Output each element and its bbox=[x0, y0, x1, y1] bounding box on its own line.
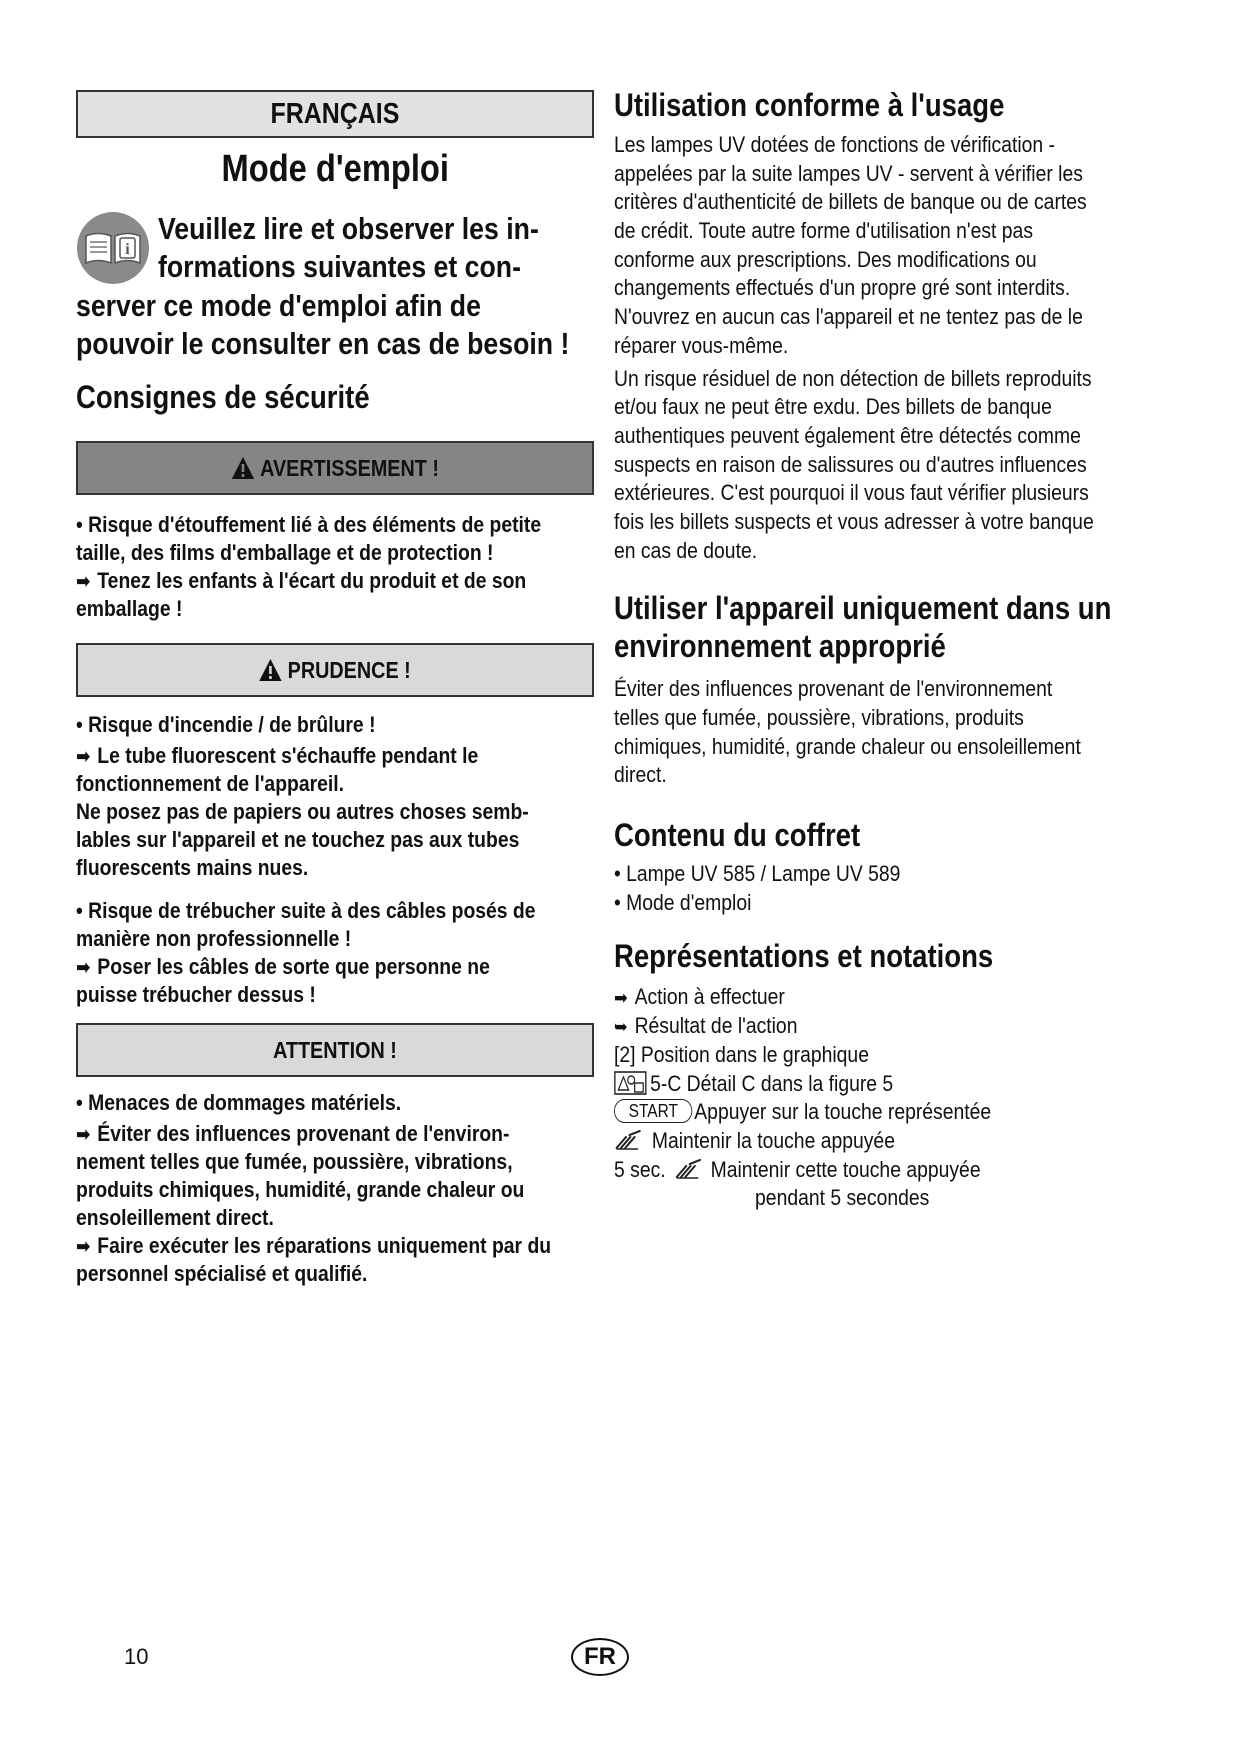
environment-line: telles que fumée, poussière, vibrations, produits bbox=[614, 705, 1024, 730]
warning-action-line: ➡ Tenez les enfants à l'écart du produit et de son bbox=[76, 567, 521, 595]
intro-notice bbox=[76, 209, 594, 359]
usage-line: de crédit. Toute autre forme d'utilisation n'est pas bbox=[614, 218, 1033, 244]
caution-line: fonctionnement de l'appareil. bbox=[76, 771, 345, 796]
environment-line: Éviter des influences provenant de l'environnement bbox=[614, 676, 1053, 702]
usage-paragraph-1 bbox=[614, 131, 1134, 361]
caution-line: Ne posez pas de papiers ou autres choses semb- bbox=[76, 799, 529, 824]
caution-action-line: ➡ Le tube fluorescent s'échauffe pendant le bbox=[76, 742, 521, 770]
notation-hold: Maintenir la touche appuyée bbox=[614, 1127, 1061, 1156]
notation-action: ➡ Action à effectuer bbox=[614, 983, 1061, 1012]
notation-start: START Appuyer sur la touche représentée bbox=[614, 1098, 1061, 1127]
caution-line: puisse trébucher dessus ! bbox=[76, 982, 316, 1007]
attention-text bbox=[76, 1089, 594, 1288]
list-item: • Mode d'emploi bbox=[614, 889, 752, 915]
caution-line: fluorescents mains nues. bbox=[76, 855, 309, 880]
read-manual-icon bbox=[76, 211, 150, 285]
attention-line: • Menaces de dommages matériels. bbox=[76, 1090, 402, 1115]
caution-label: PRUDENCE ! bbox=[288, 656, 412, 683]
attention-action-line: ➡ Éviter des influences provenant de l'environ- bbox=[76, 1120, 521, 1148]
environment-line: chimiques, humidité, grande chaleur ou ensoleillement bbox=[614, 733, 1081, 759]
warning-line: • Risque d'étouffement lié à des éléments de petite bbox=[76, 512, 542, 537]
notation-detail: 5-C Détail C dans la figure 5 bbox=[614, 1070, 1061, 1099]
environment-text bbox=[614, 675, 1134, 790]
hook-arrow-icon: ➥ bbox=[614, 1017, 628, 1039]
start-key-icon: START bbox=[614, 1099, 693, 1123]
page-number: 10 bbox=[124, 1644, 149, 1669]
language-badge: FR bbox=[571, 1638, 629, 1676]
intro-line-4: pouvoir le consulter en cas de besoin ! bbox=[76, 326, 570, 361]
usage-line: suspects en raison de salissures ou d'autres influences bbox=[614, 451, 1087, 477]
usage-line: critères d'authenticité de billets de banque ou de cartes bbox=[614, 189, 1087, 215]
warning-line: taille, des films d'emballage et de protection ! bbox=[76, 540, 494, 565]
environment-heading: Utiliser l'appareil uniquement dans un environnement approprié bbox=[614, 590, 1112, 665]
notation-result: ➥ Résultat de l'action bbox=[614, 1012, 1061, 1041]
svg-text:i: i bbox=[125, 241, 130, 258]
page-title: Mode d'emploi bbox=[221, 148, 449, 190]
usage-line: N'ouvrez en aucun cas l'appareil et ne tentez pas de le bbox=[614, 304, 1083, 330]
usage-line: en cas de doute. bbox=[614, 537, 758, 563]
caution-line: lables sur l'appareil et ne touchez pas aux tubes bbox=[76, 827, 520, 852]
attention-line: ensoleillement direct. bbox=[76, 1205, 274, 1230]
detail-figure-icon bbox=[614, 1071, 647, 1095]
warning-text bbox=[76, 511, 594, 623]
caution-action-line: ➡ Poser les câbles de sorte que personne ne bbox=[76, 953, 521, 981]
notation-list bbox=[614, 983, 1134, 1213]
usage-line: changements effectués d'un propre gré sont interdits. bbox=[614, 275, 1071, 301]
arrow-right-icon: ➡ bbox=[76, 1236, 91, 1258]
attention-line: produits chimiques, humidité, grande chaleur ou bbox=[76, 1177, 525, 1202]
arrow-right-icon: ➡ bbox=[614, 988, 628, 1010]
arrow-right-icon: ➡ bbox=[76, 957, 91, 979]
contents-list bbox=[614, 860, 1134, 917]
arrow-right-icon: ➡ bbox=[76, 1124, 91, 1146]
right-column bbox=[614, 86, 1134, 1213]
notation-heading: Représentations et notations bbox=[614, 938, 994, 975]
attention-action-line: ➡ Faire exécuter les réparations uniquement par du bbox=[76, 1232, 521, 1260]
intro-line-3: server ce mode d'emploi afin de bbox=[76, 288, 481, 323]
warning-line: emballage ! bbox=[76, 596, 183, 621]
attention-line: personnel spécialisé et qualifié. bbox=[76, 1261, 368, 1286]
safety-heading: Consignes de sécurité bbox=[76, 379, 370, 415]
usage-heading: Utilisation conforme à l'usage bbox=[614, 87, 1005, 123]
notation-hold-5s: 5 sec. Maintenir cette touche appuyée bbox=[614, 1156, 981, 1182]
caution-text bbox=[76, 711, 594, 1009]
arrow-right-icon: ➡ bbox=[76, 746, 91, 768]
list-item: • Lampe UV 585 / Lampe UV 589 bbox=[614, 861, 901, 887]
notation-hold-5s-cont: pendant 5 secondes bbox=[755, 1185, 930, 1211]
language-banner bbox=[76, 90, 594, 138]
attention-line: nement telles que fumée, poussière, vibrations, bbox=[76, 1149, 513, 1174]
attention-banner bbox=[76, 1023, 594, 1077]
warning-triangle-icon bbox=[259, 658, 283, 682]
warning-banner bbox=[76, 441, 594, 495]
caution-line: manière non professionnelle ! bbox=[76, 926, 352, 951]
usage-line: extérieures. C'est pourquoi il vous faut vérifier plusieurs bbox=[614, 480, 1089, 506]
warning-label: AVERTISSEMENT ! bbox=[260, 454, 440, 481]
usage-line: et/ou faux ne peut être exdu. Des billets de banque bbox=[614, 394, 1052, 420]
intro-line-1: Veuillez lire et observer les in- bbox=[158, 211, 539, 246]
usage-line: conforme aux prescriptions. Des modifications ou bbox=[614, 246, 1037, 272]
usage-line: fois les billets suspects et vous adresser à votre banque bbox=[614, 508, 1094, 534]
usage-line: réparer vous-même. bbox=[614, 332, 789, 358]
caution-line: • Risque de trébucher suite à des câbles posés de bbox=[76, 898, 536, 923]
usage-line: Un risque résiduel de non détection de billets reproduits bbox=[614, 365, 1092, 391]
attention-label: ATTENTION ! bbox=[273, 1036, 397, 1063]
left-column bbox=[76, 90, 594, 1288]
environment-line: direct. bbox=[614, 762, 667, 788]
usage-line: authentiques peuvent également être détectés comme bbox=[614, 422, 1081, 448]
language-label: FRANÇAIS bbox=[270, 97, 400, 130]
usage-line: Les lampes UV dotées de fonctions de vérification - bbox=[614, 132, 1055, 157]
warning-triangle-icon bbox=[231, 456, 255, 480]
notation-position: [2] Position dans le graphique bbox=[614, 1041, 869, 1067]
caution-banner bbox=[76, 643, 594, 697]
usage-paragraph-2 bbox=[614, 365, 1134, 566]
intro-line-2: formations suivantes et con- bbox=[158, 249, 521, 284]
usage-line: appelées par la suite lampes UV - servent à vérifier les bbox=[614, 160, 1083, 186]
arrow-right-icon: ➡ bbox=[76, 571, 91, 593]
contents-heading: Contenu du coffret bbox=[614, 817, 861, 854]
press-hold-icon bbox=[614, 1129, 643, 1151]
caution-line: • Risque d'incendie / de brûlure ! bbox=[76, 712, 376, 737]
safety-heading-wrap bbox=[76, 379, 594, 417]
press-hold-icon bbox=[674, 1158, 703, 1180]
